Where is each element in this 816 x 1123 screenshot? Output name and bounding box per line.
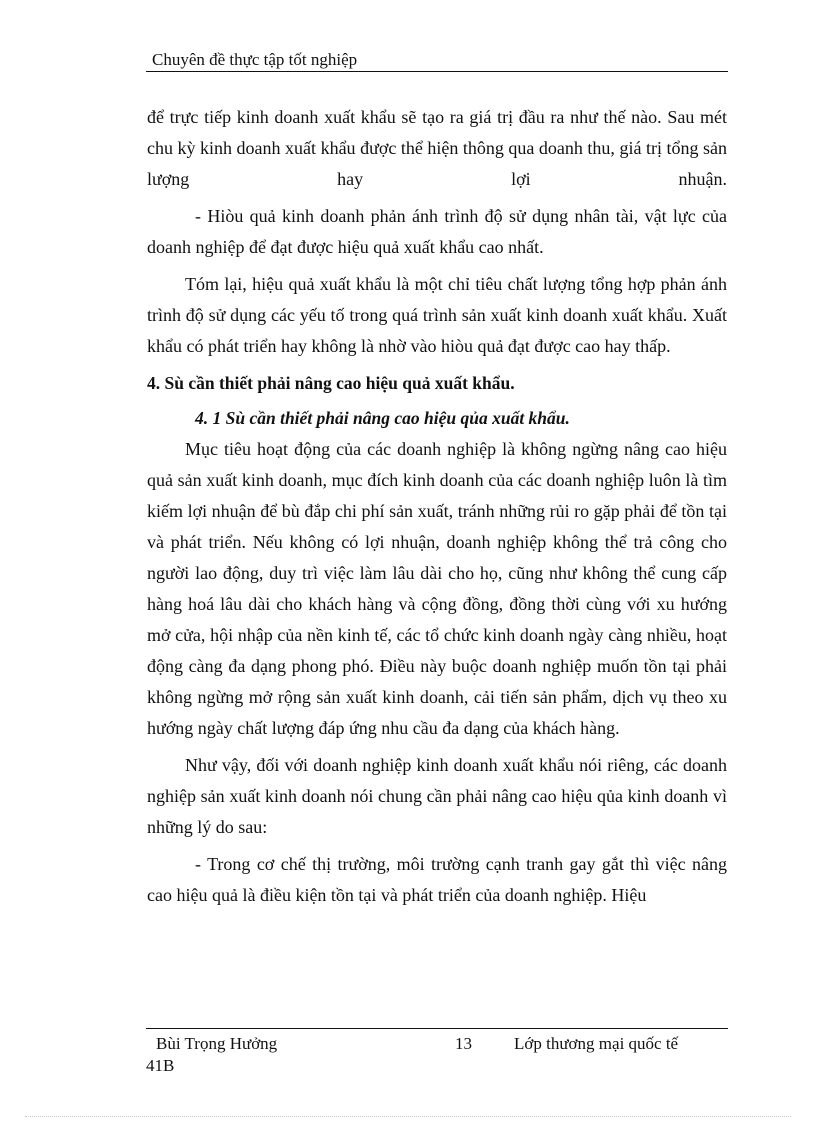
page-header: Chuyên đề thực tập tốt nghiệp	[152, 50, 358, 69]
page-bottom-edge	[25, 1116, 791, 1117]
document-body	[147, 102, 727, 911]
footer-rule	[146, 1028, 728, 1029]
footer-class-name: Lớp thương mại quốc tế	[514, 1034, 679, 1053]
paragraph-continuation: để trực tiếp kinh doanh xuất khẩu sẽ tạo ra giá trị đầu ra như thế nào. Sau mét chu kỳ kinh doanh xuất khẩu được thể hiện thông qua doanh thu, giá trị tổng sản lượng hay lợi nhuận.	[147, 107, 727, 189]
paragraph-reasons-intro: Như vậy, đối với doanh nghiệp kinh doanh xuất khẩu nói riêng, các doanh nghiệp sản xuất kinh doanh nói chung cần phải nâng cao hiệu qủa kinh doanh vì những lý do sau:	[147, 755, 727, 837]
paragraph-bullet-competition: - Trong cơ chế thị trường, môi trường cạnh tranh gay gắt thì việc nâng cao hiệu quả là điều kiện tồn tại và phát triển của doanh nghiệp. Hiệu	[147, 854, 727, 905]
footer-class-code: 41B	[146, 1056, 175, 1075]
subsection-heading: 4. 1 Sù cần thiết phải nâng cao hiệu qủa xuất khẩu.	[195, 408, 570, 428]
header-rule	[146, 71, 728, 72]
footer-author: Bùi Trọng Hưởng	[156, 1034, 278, 1053]
paragraph-objectives: Mục tiêu hoạt động của các doanh nghiệp là không ngừng nâng cao hiệu quả sản xuất kinh doanh, mục đích kinh doanh của các doanh nghiệp luôn là tìm kiếm lợi nhuận để bù đắp chi phí sản xuất, tránh những rủi ro gặp phải để tồn tại và phát triển. Nếu không có lợi nhuận, doanh nghiệp không thể trả công cho người lao động, duy trì việc làm lâu dài cho họ, cũng như không thể cung cấp hàng hoá lâu dài cho khách hàng và cộng đồng, đồng thời cùng với xu hướng mở cửa, hội nhập của nền kinh tế, các tổ chức kinh doanh ngày càng nhiều, hoạt động càng đa dạng phong phó. Điều này buộc doanh nghiệp muốn tồn tại phải không ngừng mở rộng sản xuất kinh doanh, cải tiến sản phẩm, dịch vụ theo xu hướng ngày chất lượng đáp ứng nhu cầu đa dạng của khách hàng.	[147, 439, 727, 738]
section-heading: 4. Sù cần thiết phải nâng cao hiệu quả xuất khẩu.	[147, 373, 515, 393]
paragraph-bullet-efficiency: - Hiòu quả kinh doanh phản ánh trình độ sử dụng nhân tài, vật lực của doanh nghiệp để đạt được hiệu quả xuất khẩu cao nhất.	[147, 206, 727, 257]
page-number: 13	[455, 1034, 472, 1053]
paragraph-summary: Tóm lại, hiệu quả xuất khẩu là một chỉ tiêu chất lượng tổng hợp phản ánh trình độ sử dụng các yếu tố trong quá trình sản xuất kinh doanh xuất khẩu. Xuất khẩu có phát triển hay không là nhờ vào hiòu quả đạt được cao hay thấp.	[147, 274, 727, 356]
